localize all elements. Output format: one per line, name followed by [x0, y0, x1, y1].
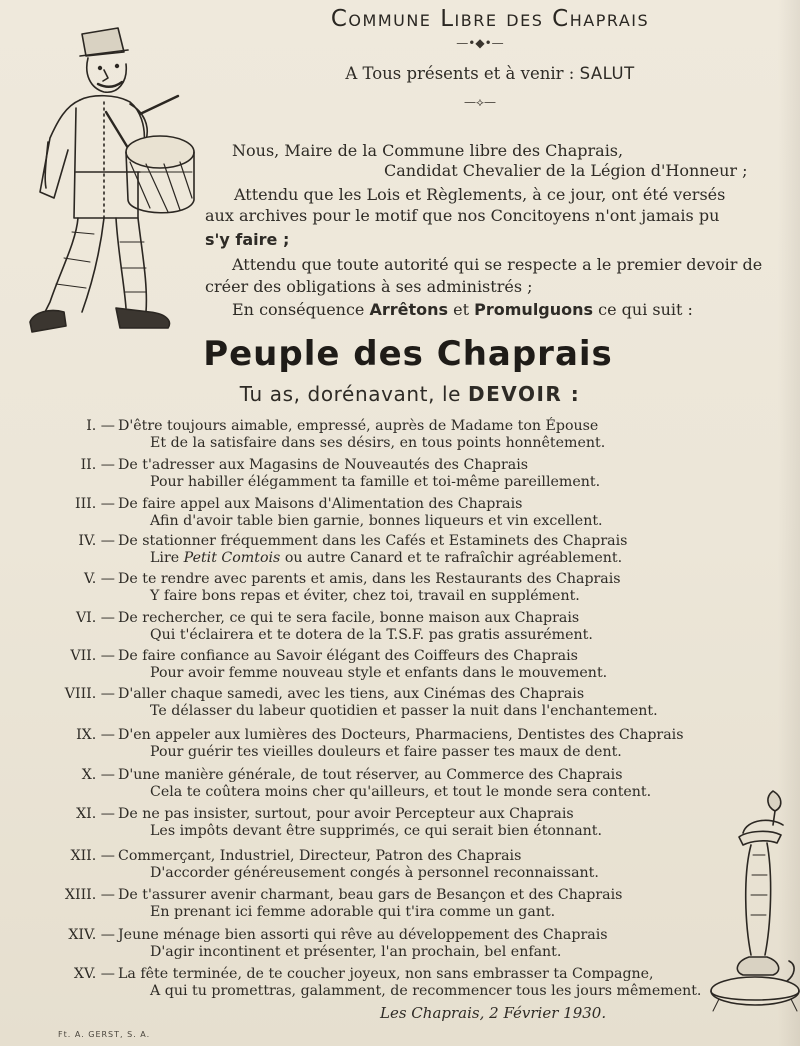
article-number: XIV. —: [68, 927, 115, 943]
preamble-line: créer des obligations à ses administrés ;: [205, 277, 533, 296]
article-line: Y faire bons repas et éviter, chez toi, travail en supplément.: [150, 588, 580, 604]
preamble-line: Attendu que les Lois et Règlements, à ce jour, ont été versés: [234, 185, 726, 204]
article-line: De faire appel aux Maisons d'Alimentation des Chaprais: [118, 496, 523, 512]
article-number: VI. —: [75, 610, 115, 626]
preamble-line: En conséquence Arrêtons et Promulguons ce qui suit :: [232, 300, 693, 319]
article-line: Pour avoir femme nouveau style et enfants dans le mouvement.: [150, 665, 608, 681]
ornament-divider: —⟡—: [464, 95, 496, 109]
article-line: De ne pas insister, surtout, pour avoir Percepteur aux Chaprais: [118, 806, 574, 822]
article-line: De t'assurer avenir charmant, beau gars de Besançon et des Chaprais: [118, 887, 623, 903]
preamble-line: Attendu que toute autorité qui se respecte a le premier devoir de: [232, 255, 763, 274]
article-number: V. —: [84, 571, 115, 587]
article-line: Lire Petit Comtois ou autre Canard et te rafraîchir agréablement.: [150, 550, 623, 566]
article-line: A qui tu promettras, galamment, de recommencer tous les jours mêmement.: [150, 983, 702, 999]
article-number: III. —: [74, 496, 115, 512]
article-number: I. —: [86, 418, 115, 434]
article-number: VII. —: [70, 648, 115, 664]
article-line: Pour habiller élégamment ta famille et toi-même pareillement.: [150, 474, 601, 490]
article-number: XV. —: [73, 966, 115, 982]
article-line: Jeune ménage bien assorti qui rêve au développement des Chaprais: [118, 927, 608, 943]
article-number: II. —: [80, 457, 115, 473]
article-number: XII. —: [70, 848, 115, 864]
candlestick-illustration: [703, 785, 798, 1025]
article-line: De stationner fréquemment dans les Cafés et Estaminets des Chaprais: [118, 533, 628, 549]
article-line: En prenant ici femme adorable qui t'ira comme un gant.: [150, 904, 556, 920]
article-line: D'être toujours aimable, empressé, auprès de Madame ton Épouse: [118, 418, 599, 434]
commune-title: Commune Libre des Chaprais: [330, 6, 650, 32]
article-line: D'accorder généreusement congés à personnel reconnaissant.: [150, 865, 599, 881]
subheading: Tu as, dorénavant, le DEVOIR :: [239, 382, 581, 406]
article-line: Te délasser du labeur quotidien et passer la nuit dans l'enchantement.: [150, 703, 658, 719]
salutation: A Tous présents et à venir : SALUT: [345, 64, 635, 83]
article-line: D'aller chaque samedi, avec les tiens, aux Cinémas des Chaprais: [118, 686, 585, 702]
article-line: D'agir incontinent et présenter, l'an prochain, bel enfant.: [150, 944, 562, 960]
article-line: Les impôts devant être supprimés, ce qui serait bien étonnant.: [150, 823, 603, 839]
drummer-illustration: [20, 22, 220, 352]
article-line: Pour guérir tes vieilles douleurs et faire passer tes maux de dent.: [150, 744, 622, 760]
article-number: VIII. —: [64, 686, 115, 702]
main-heading: Peuple des Chaprais: [203, 334, 613, 374]
article-number: IV. —: [78, 533, 115, 549]
article-number: XI. —: [76, 806, 115, 822]
article-line: Commerçant, Industriel, Directeur, Patron des Chaprais: [118, 848, 522, 864]
article-line: De t'adresser aux Magasins de Nouveautés des Chaprais: [118, 457, 529, 473]
article-line: Afin d'avoir table bien garnie, bonnes liqueurs et vin excellent.: [150, 513, 603, 529]
article-number: IX. —: [76, 727, 115, 743]
ornament-divider: —•◆•—: [456, 36, 504, 50]
preamble-line: aux archives pour le motif que nos Concitoyens n'ont jamais pu: [205, 206, 720, 225]
preamble-line: Candidat Chevalier de la Légion d'Honneur ;: [384, 161, 748, 180]
closing-date: Les Chaprais, 2 Février 1930.: [380, 1004, 607, 1022]
article-line: La fête terminée, de te coucher joyeux, non sans embrasser ta Compagne,: [118, 966, 654, 982]
preamble-line: Nous, Maire de la Commune libre des Chaprais,: [232, 141, 624, 160]
article-line: De te rendre avec parents et amis, dans les Restaurants des Chaprais: [118, 571, 621, 587]
article-line: De faire confiance au Savoir élégant des Coiffeurs des Chaprais: [118, 648, 578, 664]
article-line: Qui t'éclairera et te dotera de la T.S.F. pas gratis assurément.: [150, 627, 593, 643]
article-line: D'une manière générale, de tout réserver, au Commerce des Chaprais: [118, 767, 623, 783]
article-number: X. —: [81, 767, 115, 783]
printer-imprint: Ft. A. GERST, S. A.: [58, 1030, 151, 1039]
article-number: XIII. —: [64, 887, 115, 903]
article-line: D'en appeler aux lumières des Docteurs, Pharmaciens, Dentistes des Chaprais: [118, 727, 684, 743]
article-line: Et de la satisfaire dans ses désirs, en tous points honnêtement.: [150, 435, 606, 451]
preamble-line: s'y faire ;: [205, 230, 290, 249]
article-line: De rechercher, ce qui te sera facile, bonne maison aux Chaprais: [118, 610, 580, 626]
article-line: Cela te coûtera moins cher qu'ailleurs, et tout le monde sera content.: [150, 784, 652, 800]
